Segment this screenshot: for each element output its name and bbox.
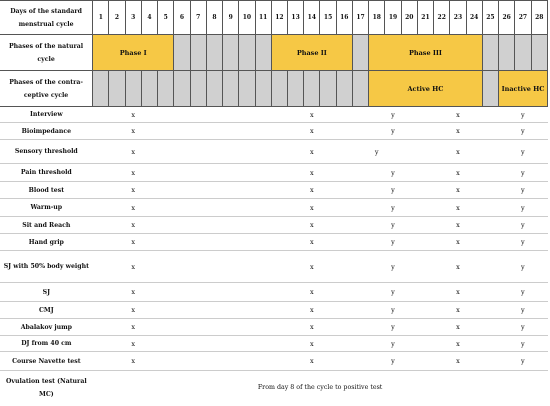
table-row — [0, 182, 548, 199]
y-mark: y — [385, 164, 401, 182]
activity-label: Blood test — [0, 182, 93, 199]
day-cell: 1 — [93, 1, 109, 35]
x-mark: x — [450, 217, 466, 234]
y-mark: y — [515, 234, 531, 251]
empty-phase-cell — [336, 71, 352, 107]
contraceptive-cycle-label: Phases of the contra-ceptive cycle — [0, 71, 93, 107]
x-mark: x — [304, 352, 320, 371]
x-mark: x — [304, 182, 320, 199]
y-mark: y — [369, 140, 385, 164]
x-mark: x — [125, 199, 141, 217]
x-mark: x — [450, 234, 466, 251]
table-row — [0, 283, 548, 302]
day-cell: 10 — [239, 1, 255, 35]
x-mark: x — [304, 164, 320, 182]
empty-phase-cell — [352, 71, 368, 107]
ovulation-row — [0, 371, 548, 405]
y-mark: y — [385, 302, 401, 319]
x-mark: x — [304, 107, 320, 123]
ovulation-note: From day 8 of the cycle to positive test — [93, 371, 548, 405]
y-mark: y — [515, 164, 531, 182]
empty-phase-cell — [206, 35, 222, 71]
x-mark: x — [450, 199, 466, 217]
y-mark: y — [515, 251, 531, 283]
empty-phase-cell — [255, 35, 271, 71]
table-row — [0, 302, 548, 319]
y-mark: y — [515, 217, 531, 234]
empty-phase-cell — [223, 35, 239, 71]
table-row — [0, 336, 548, 352]
y-mark: y — [515, 283, 531, 302]
activity-label: CMJ — [0, 302, 93, 319]
empty-phase-cell — [499, 35, 515, 71]
activity-label: Interview — [0, 107, 93, 123]
day-cell: 22 — [434, 1, 450, 35]
table-row — [0, 319, 548, 336]
x-mark: x — [125, 217, 141, 234]
day-cell: 5 — [158, 1, 174, 35]
x-mark: x — [304, 336, 320, 352]
x-mark: x — [304, 140, 320, 164]
x-mark: x — [125, 319, 141, 336]
x-mark: x — [304, 199, 320, 217]
phase-1-cell: Phase I — [93, 35, 174, 71]
activity-label: Pain threshold — [0, 164, 93, 182]
day-cell: 8 — [206, 1, 222, 35]
x-mark: x — [304, 319, 320, 336]
x-mark: x — [450, 283, 466, 302]
y-mark: y — [515, 107, 531, 123]
activity-label: DJ from 40 cm — [0, 336, 93, 352]
day-cell: 15 — [320, 1, 336, 35]
empty-phase-cell — [482, 35, 498, 71]
day-cell: 11 — [255, 1, 271, 35]
x-mark: x — [304, 302, 320, 319]
day-cell: 3 — [125, 1, 141, 35]
y-mark: y — [515, 352, 531, 371]
x-mark: x — [125, 140, 141, 164]
y-mark: y — [385, 283, 401, 302]
day-cell: 23 — [450, 1, 466, 35]
y-mark: y — [515, 140, 531, 164]
empty-phase-cell — [304, 71, 320, 107]
natural-cycle-label: Phases of the natural cycle — [0, 35, 93, 71]
empty-phase-cell — [93, 71, 109, 107]
x-mark: x — [125, 234, 141, 251]
activity-label: Warm-up — [0, 199, 93, 217]
phase-3-cell: Phase III — [369, 35, 483, 71]
x-mark: x — [125, 123, 141, 140]
day-cell: 21 — [417, 1, 433, 35]
y-mark: y — [385, 234, 401, 251]
empty-phase-cell — [239, 35, 255, 71]
empty-phase-cell — [352, 35, 368, 71]
x-mark: x — [125, 182, 141, 199]
y-mark: y — [385, 336, 401, 352]
activity-label: Sensory threshold — [0, 140, 93, 164]
empty-phase-cell — [158, 71, 174, 107]
empty-phase-cell — [320, 71, 336, 107]
phase-2-cell: Phase II — [271, 35, 352, 71]
day-cell: 4 — [141, 1, 157, 35]
table-row — [0, 234, 548, 251]
y-mark: y — [385, 199, 401, 217]
empty-phase-cell — [141, 71, 157, 107]
table-row — [0, 199, 548, 217]
y-mark: y — [515, 199, 531, 217]
activity-label: Sit and Reach — [0, 217, 93, 234]
table-row — [0, 164, 548, 182]
empty-phase-cell — [206, 71, 222, 107]
y-mark: y — [385, 319, 401, 336]
active-hc-cell: Active HC — [369, 71, 483, 107]
empty-phase-cell — [109, 71, 125, 107]
activity-label: Course Navette test — [0, 352, 93, 371]
contraceptive-phase-row — [0, 71, 548, 107]
x-mark: x — [450, 302, 466, 319]
day-cell: 28 — [531, 1, 548, 35]
y-mark: y — [385, 352, 401, 371]
day-cell: 17 — [352, 1, 368, 35]
x-mark: x — [450, 251, 466, 283]
activity-label: Hand grip — [0, 234, 93, 251]
y-mark: y — [385, 182, 401, 199]
y-mark: y — [385, 251, 401, 283]
x-mark: x — [304, 283, 320, 302]
x-mark: x — [125, 283, 141, 302]
x-mark: x — [125, 302, 141, 319]
table-row — [0, 352, 548, 371]
empty-phase-cell — [287, 71, 303, 107]
x-mark: x — [304, 251, 320, 283]
x-mark: x — [125, 164, 141, 182]
x-mark: x — [450, 164, 466, 182]
day-cell: 27 — [515, 1, 531, 35]
empty-phase-cell — [271, 71, 287, 107]
y-mark: y — [515, 319, 531, 336]
empty-phase-cell — [531, 35, 548, 71]
empty-phase-cell — [190, 35, 206, 71]
empty-phase-cell — [482, 71, 498, 107]
activity-label: SJ — [0, 283, 93, 302]
empty-phase-cell — [223, 71, 239, 107]
days-row — [0, 1, 548, 35]
x-mark: x — [125, 352, 141, 371]
empty-phase-cell — [255, 71, 271, 107]
x-mark: x — [125, 336, 141, 352]
day-cell: 14 — [304, 1, 320, 35]
table-row — [0, 251, 548, 283]
x-mark: x — [450, 352, 466, 371]
x-mark: x — [304, 217, 320, 234]
x-mark: x — [450, 107, 466, 123]
empty-phase-cell — [125, 71, 141, 107]
ovulation-label: Ovulation test (Natural MC) — [0, 371, 93, 405]
table-row — [0, 140, 548, 164]
y-mark: y — [385, 123, 401, 140]
day-cell: 18 — [369, 1, 385, 35]
day-cell: 24 — [466, 1, 482, 35]
empty-phase-cell — [190, 71, 206, 107]
x-mark: x — [450, 140, 466, 164]
empty-phase-cell — [174, 35, 190, 71]
day-cell: 7 — [190, 1, 206, 35]
empty-phase-cell — [174, 71, 190, 107]
x-mark: x — [450, 123, 466, 140]
y-mark: y — [385, 107, 401, 123]
x-mark: x — [450, 182, 466, 199]
days-label: Days of the standard menstrual cycle — [0, 1, 93, 35]
activity-label: SJ with 50% body weight — [0, 251, 93, 283]
day-cell: 9 — [223, 1, 239, 35]
x-mark: x — [125, 251, 141, 283]
empty-phase-cell — [515, 35, 531, 71]
table-row — [0, 107, 548, 123]
empty-phase-cell — [239, 71, 255, 107]
x-mark: x — [450, 319, 466, 336]
activity-label: Bioimpedance — [0, 123, 93, 140]
y-mark: y — [515, 336, 531, 352]
day-cell: 12 — [271, 1, 287, 35]
activity-label: Abalakov jump — [0, 319, 93, 336]
x-mark: x — [125, 107, 141, 123]
day-cell: 13 — [287, 1, 303, 35]
day-cell: 20 — [401, 1, 417, 35]
day-cell: 16 — [336, 1, 352, 35]
day-cell: 6 — [174, 1, 190, 35]
natural-phase-row — [0, 35, 548, 71]
x-mark: x — [304, 234, 320, 251]
y-mark: y — [515, 302, 531, 319]
x-mark: x — [304, 123, 320, 140]
day-cell: 19 — [385, 1, 401, 35]
day-cell: 26 — [499, 1, 515, 35]
day-cell: 25 — [482, 1, 498, 35]
day-cell: 2 — [109, 1, 125, 35]
table-row — [0, 123, 548, 140]
table-row — [0, 217, 548, 234]
y-mark: y — [515, 182, 531, 199]
y-mark: y — [515, 123, 531, 140]
y-mark: y — [385, 217, 401, 234]
x-mark: x — [450, 336, 466, 352]
inactive-hc-cell: Inactive HC — [499, 71, 548, 107]
